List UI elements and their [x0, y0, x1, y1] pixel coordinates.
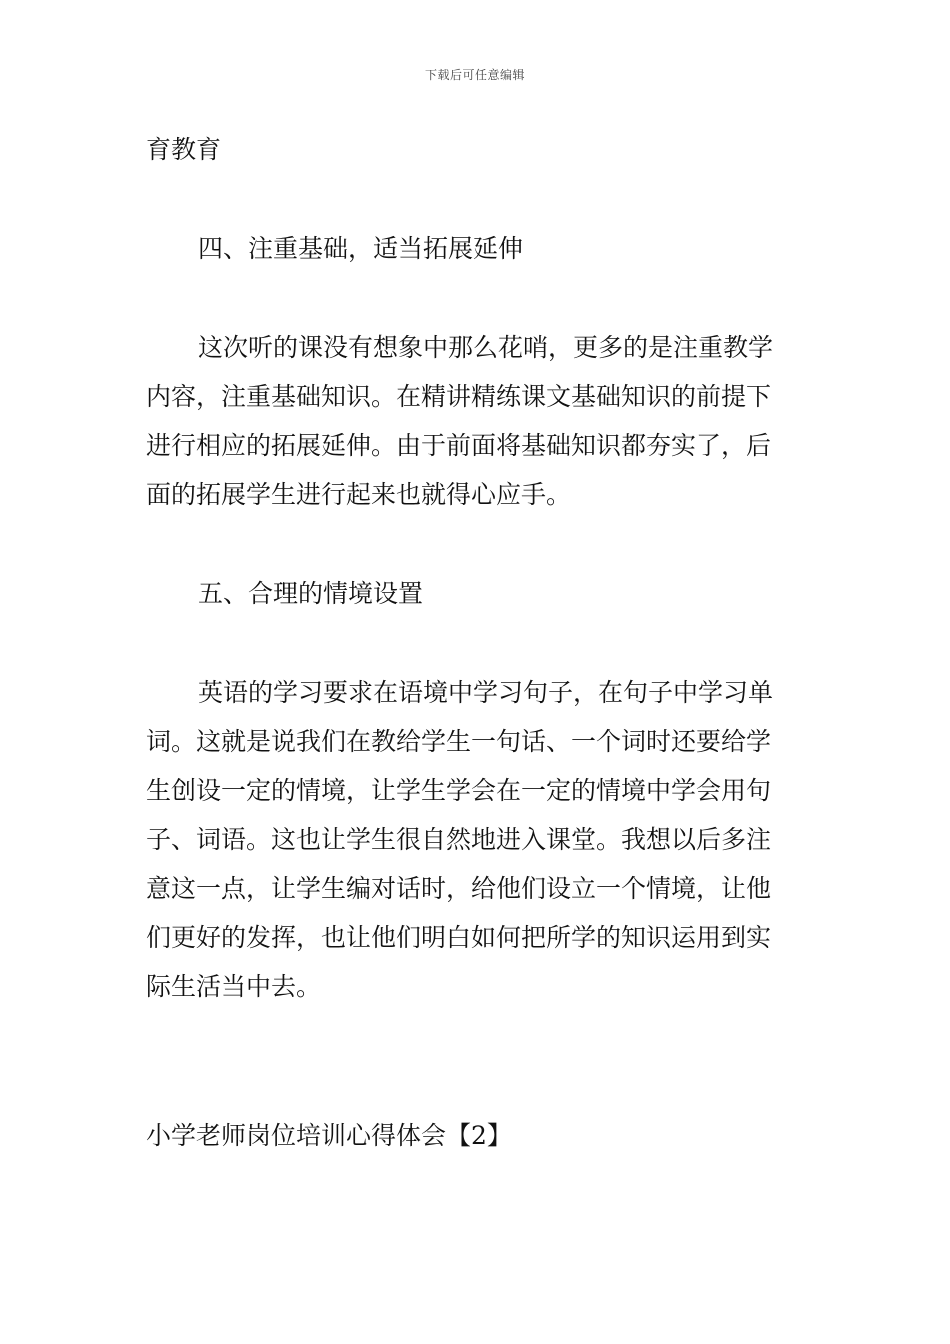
paragraph-line: 英语的学习要求在语境中学习句子，在句子中学习单 — [198, 678, 774, 707]
spacer — [146, 273, 808, 323]
spacer — [146, 1011, 808, 1111]
next-article-title: 小学老师岗位培训心得体会【2】 — [146, 1121, 512, 1150]
paragraph-line: 意这一点，让学生编对话时，给他们设立一个情境，让他 — [146, 874, 772, 903]
document-body — [146, 125, 808, 1160]
spacer — [146, 618, 808, 668]
section-4-paragraph — [146, 323, 808, 519]
header-note: 下载后可任意编辑 — [424, 68, 525, 82]
paragraph-line: 际生活当中去。 — [146, 972, 322, 1001]
section-5-heading: 五、合理的情境设置 — [198, 579, 424, 608]
paragraph-line: 进行相应的拓展延伸。由于前面将基础知识都夯实了，后 — [146, 431, 772, 460]
paragraph-line: 子、词语。这也让学生很自然地进入课堂。我想以后多注 — [146, 825, 772, 854]
section-4-heading: 四、注重基础，适当拓展延伸 — [198, 234, 524, 263]
spacer — [146, 519, 808, 569]
paragraph-line: 生创设一定的情境，让学生学会在一定的情境中学会用句 — [146, 776, 772, 805]
paragraph-line: 们更好的发挥，也让他们明白如何把所学的知识运用到实 — [146, 923, 772, 952]
paragraph-line: 内容，注重基础知识。在精讲精练课文基础知识的前提下 — [146, 382, 772, 411]
section-5-paragraph — [146, 668, 808, 1011]
paragraph-line: 词。这就是说我们在教给学生一句话、一个词时还要给学 — [146, 727, 772, 756]
fragment-line: 育教育 — [146, 135, 222, 164]
paragraph-line: 面的拓展学生进行起来也就得心应手。 — [146, 480, 572, 509]
paragraph-line: 这次听的课没有想象中那么花哨，更多的是注重教学 — [198, 333, 774, 362]
spacer — [146, 174, 808, 224]
